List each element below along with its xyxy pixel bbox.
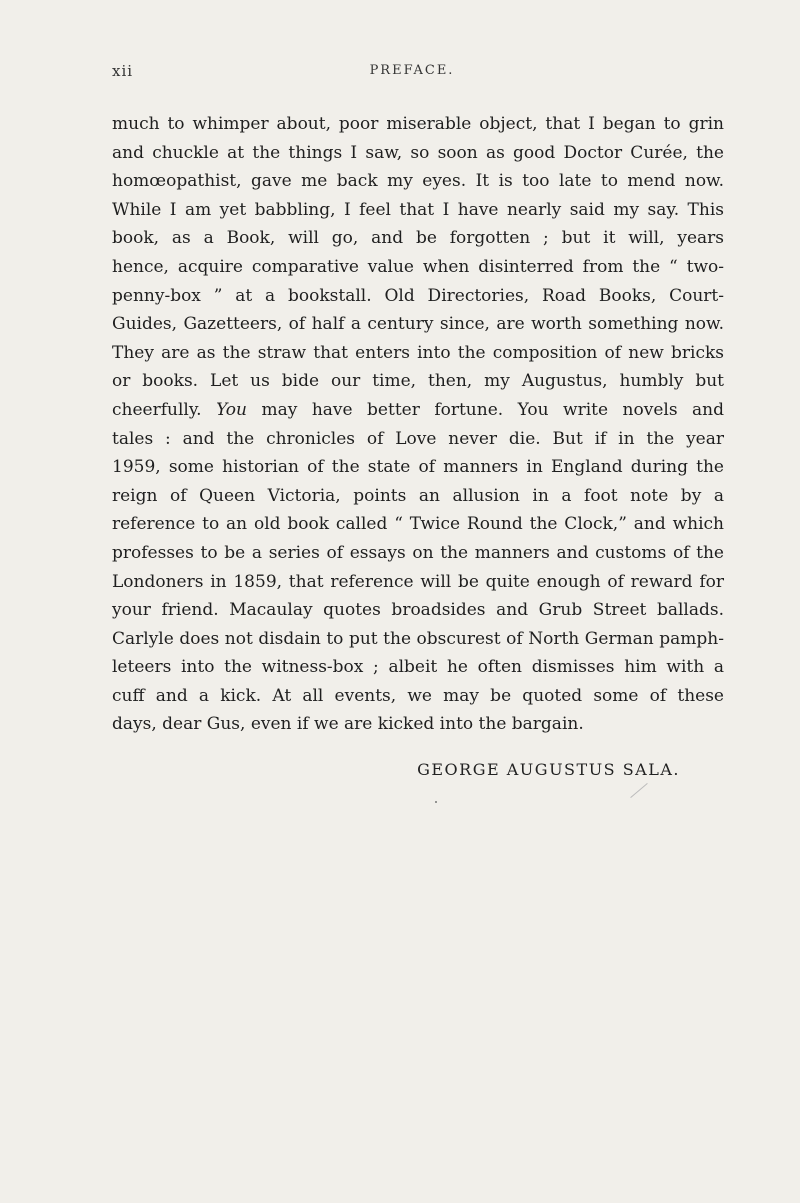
text-line: professes to be a series of essays on the manners and customs of the (112, 542, 724, 563)
pencil-mark (630, 783, 647, 798)
author-signature: GEORGE AUGUSTUS SALA. (417, 760, 680, 779)
text-line: tales : and the chronicles of Love never die. But if in the year (112, 428, 724, 449)
text-line: hence, acquire comparative value when disinterred from the “ two- (112, 256, 724, 277)
text-line: and chuckle at the things I saw, so soon as good Doctor Curée, the (112, 142, 724, 163)
text-line: reference to an old book called “ Twice Round the Clock,” and which (112, 514, 724, 535)
italic-word: You (216, 399, 247, 420)
text-line: your friend. Macaulay quotes broadsides and Grub Street ballads. (112, 600, 724, 621)
running-head (112, 62, 712, 86)
text-line: cuff and a kick. At all events, we may be quoted some of these (112, 685, 724, 706)
preface-body (112, 110, 724, 739)
page-number: xii (112, 62, 134, 80)
text-line: cheerfully. You may have better fortune. You write novels and (112, 399, 724, 420)
text-line: They are as the straw that enters into the composition of new bricks (112, 342, 724, 363)
ink-speck (435, 801, 437, 803)
text-line: Londoners in 1859, that reference will be quite enough of reward for (112, 571, 724, 592)
text-line: Guides, Gazetteers, of half a century since, are worth something now. (112, 314, 724, 335)
text-line: 1959, some historian of the state of manners in England during the (112, 457, 724, 478)
running-title: PREFACE. (369, 63, 455, 78)
text-line: much to whimper about, poor miserable object, that I began to grin (112, 114, 724, 134)
text-line: book, as a Book, will go, and be forgotten ; but it will, years (112, 228, 724, 249)
text-line: reign of Queen Victoria, points an allusion in a foot note by a (112, 485, 724, 506)
text-line: days, dear Gus, even if we are kicked into the bargain. (112, 714, 584, 735)
text-line: While I am yet babbling, I feel that I have nearly said my say. This (112, 199, 724, 220)
text-line: Carlyle does not disdain to put the obscurest of North German pamph- (112, 628, 724, 649)
text-line: leteers into the witness-box ; albeit he often dismisses him with a (112, 657, 724, 678)
text-line: penny-box ” at a bookstall. Old Directories, Road Books, Court- (112, 285, 724, 306)
text-line: or books. Let us bide our time, then, my Augustus, humbly but (112, 371, 724, 392)
text-line: homœopathist, gave me back my eyes. It is too late to mend now. (112, 171, 724, 192)
